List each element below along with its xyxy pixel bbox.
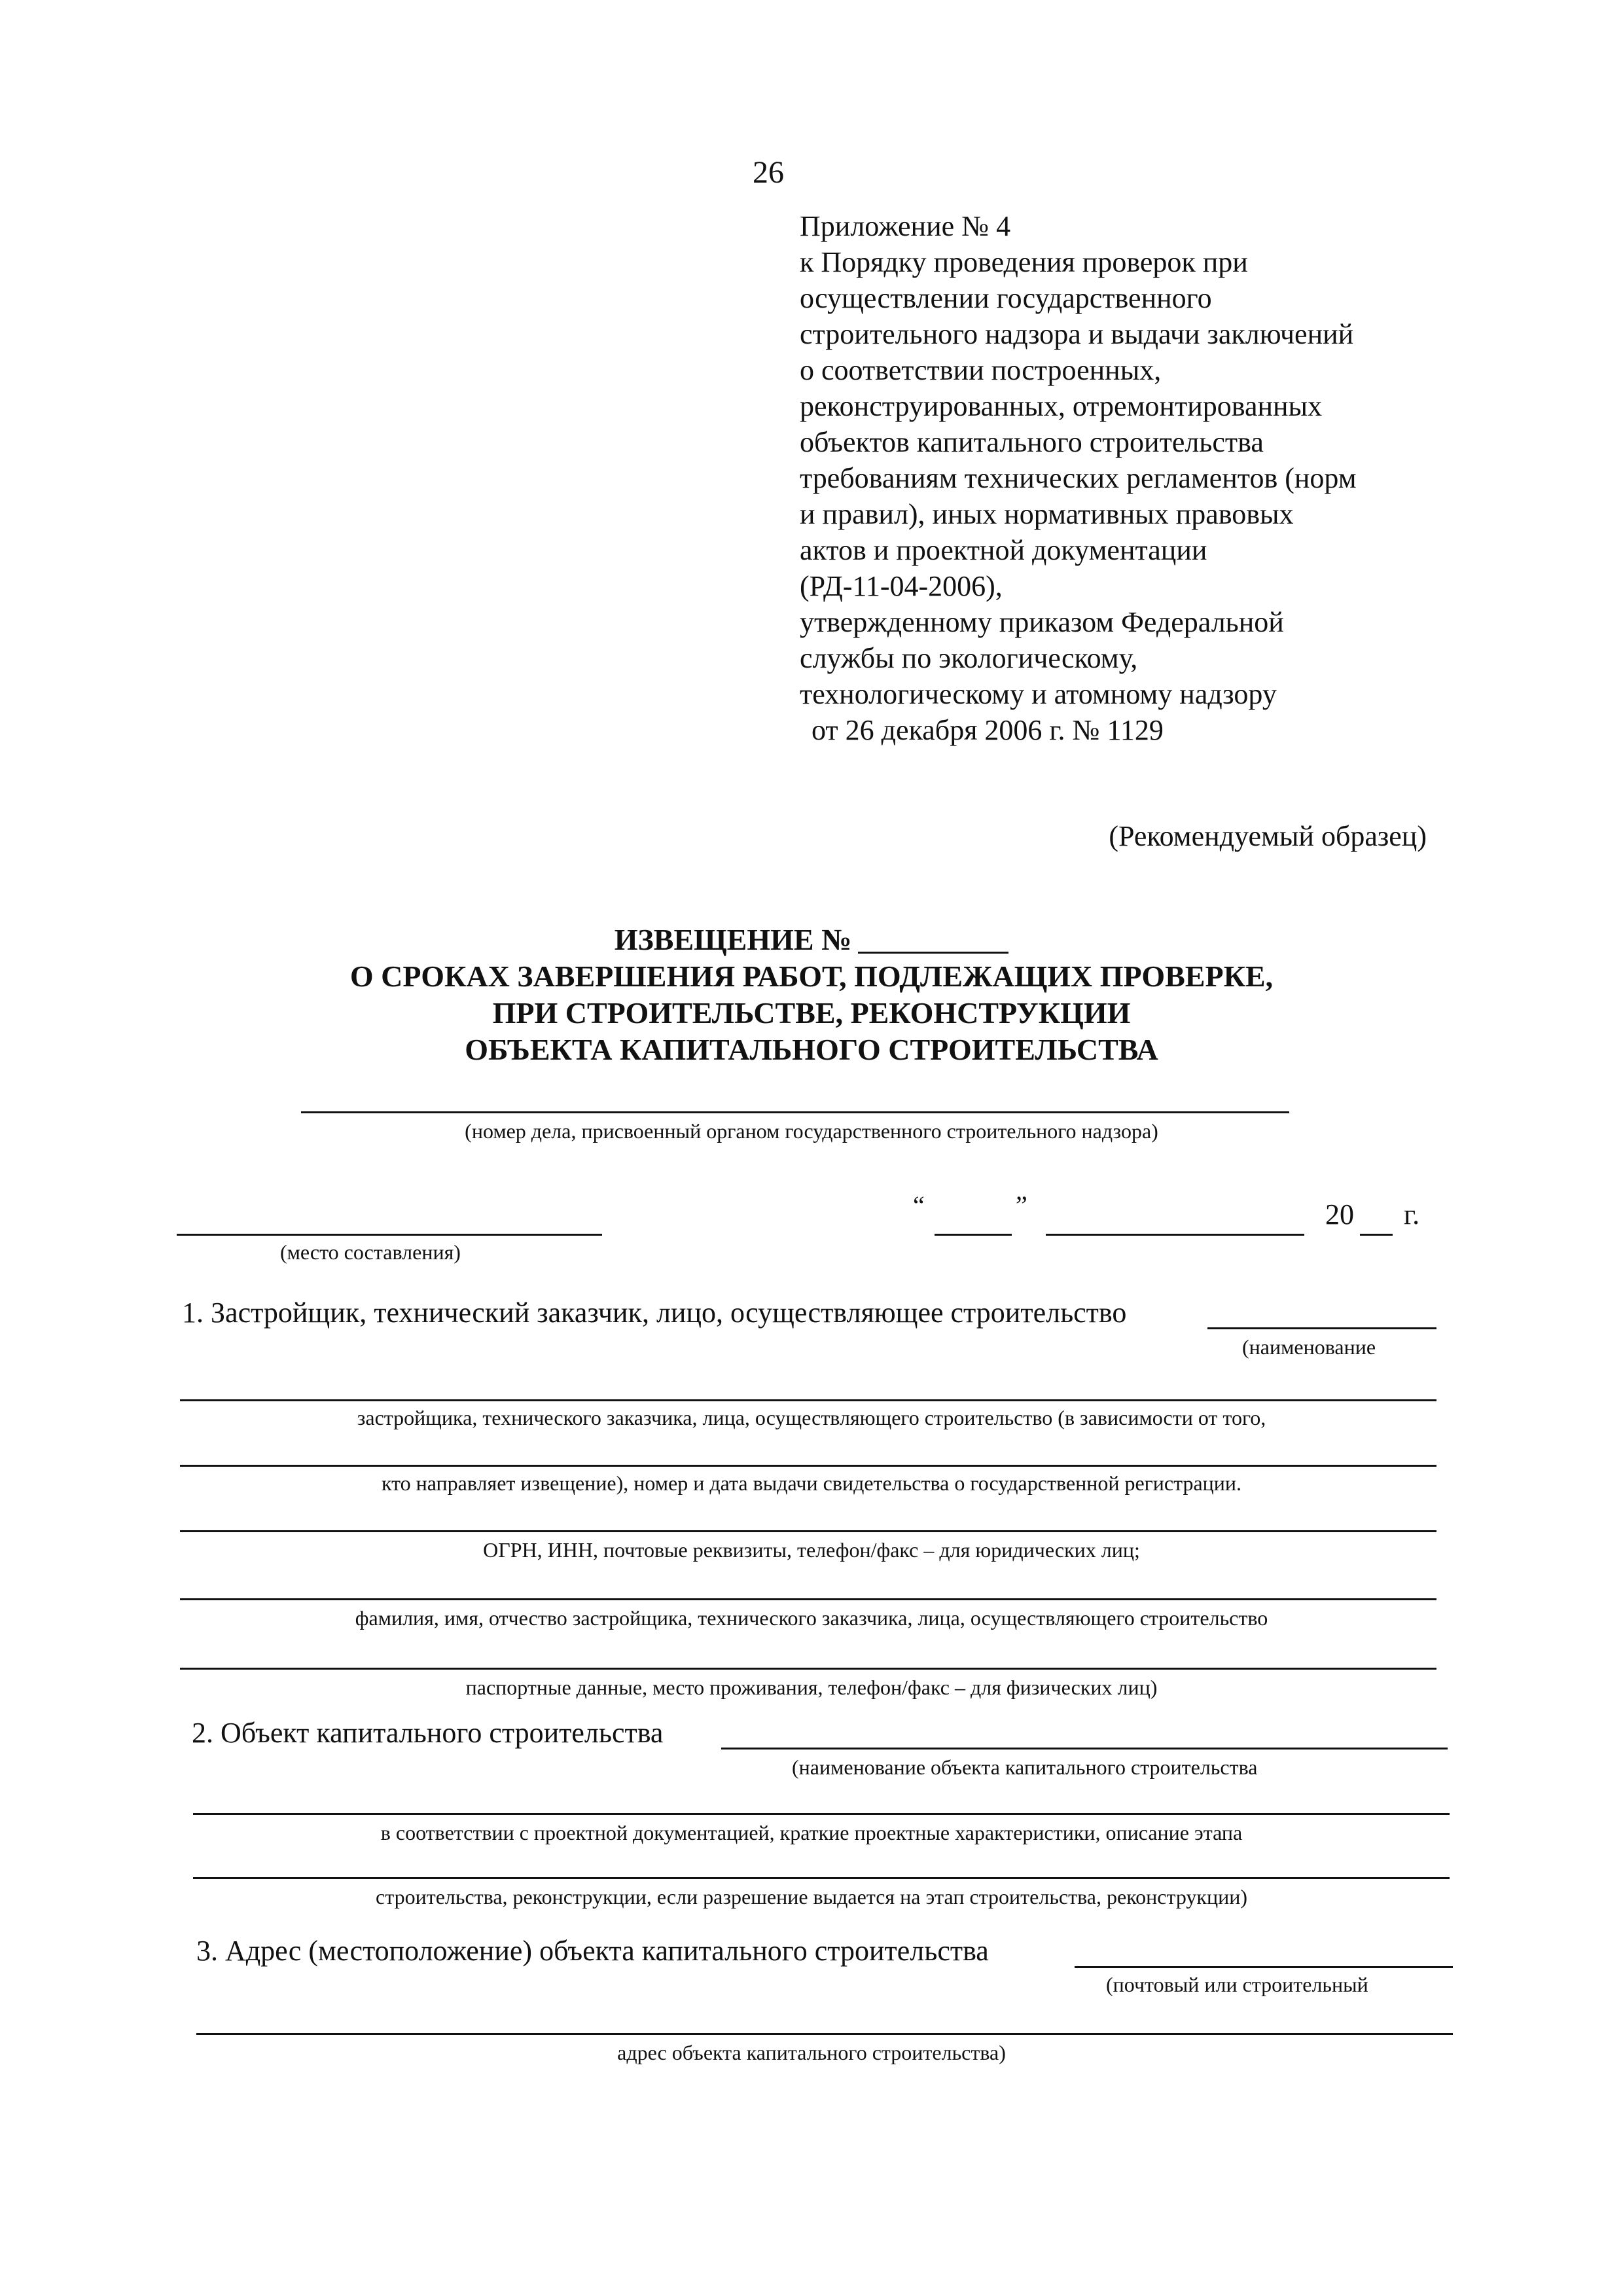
section1-label: 1. Застройщик, технический заказчик, лицо, осуществляющее строительство bbox=[182, 1297, 1127, 1329]
title-line-4: ОБЪЕКТА КАПИТАЛЬНОГО СТРОИТЕЛЬСТВА bbox=[465, 1033, 1158, 1066]
section2-label: 2. Объект капитального строительства bbox=[192, 1717, 664, 1749]
title-line-3: ПРИ СТРОИТЕЛЬСТВЕ, РЕКОНСТРУКЦИИ bbox=[492, 996, 1131, 1030]
section2-line[interactable] bbox=[193, 1813, 1450, 1815]
notice-number-blank[interactable] bbox=[858, 925, 1008, 954]
section1-hint: ОГРН, ИНН, почтовые реквизиты, телефон/факс – для юридических лиц; bbox=[483, 1538, 1140, 1562]
annex-line: и правил), иных нормативных правовых bbox=[800, 498, 1294, 530]
annex-line: о соответствии построенных, bbox=[800, 354, 1162, 386]
date-month-line[interactable] bbox=[1046, 1234, 1304, 1236]
sample-note: (Рекомендуемый образец) bbox=[1109, 820, 1427, 852]
annex-line: строительного надзора и выдачи заключений bbox=[800, 318, 1354, 350]
case-number-hint: (номер дела, присвоенный органом государственного строительного надзора) bbox=[465, 1119, 1158, 1143]
date-day-line[interactable] bbox=[935, 1234, 1012, 1236]
annex-header bbox=[800, 208, 1357, 748]
annex-line: технологическому и атомному надзору bbox=[800, 678, 1277, 710]
section1-line[interactable] bbox=[180, 1668, 1436, 1670]
title-line-1 bbox=[0, 922, 1623, 958]
date-year-suffix: г. bbox=[1404, 1198, 1420, 1230]
section1-line[interactable] bbox=[180, 1598, 1436, 1600]
place-hint: (место составления) bbox=[280, 1240, 461, 1264]
annex-line: к Порядку проведения проверок при bbox=[800, 246, 1248, 278]
annex-order-date: от 26 декабря 2006 г. № 1129 bbox=[812, 714, 1164, 746]
section1-name-line[interactable] bbox=[1207, 1327, 1436, 1329]
date-close-quote: ” bbox=[1016, 1191, 1027, 1220]
section3-address-line[interactable] bbox=[1075, 1966, 1453, 1968]
section3-line[interactable] bbox=[196, 2033, 1453, 2035]
document-title bbox=[0, 922, 1623, 1068]
date-open-quote: “ bbox=[913, 1191, 925, 1220]
section2-hint: (наименование объекта капитального строительства bbox=[792, 1755, 1258, 1779]
annex-line: утвержденному приказом Федеральной bbox=[800, 606, 1284, 638]
section1-hint: паспортные данные, место проживания, телефон/факс – для физических лиц) bbox=[465, 1676, 1158, 1699]
annex-line: актов и проектной документации bbox=[800, 534, 1207, 566]
section1-hint: фамилия, имя, отчество застройщика, технического заказчика, лица, осуществляющего строительство bbox=[355, 1606, 1268, 1630]
annex-line: службы по экологическому, bbox=[800, 642, 1138, 674]
annex-line: осуществлении государственного bbox=[800, 282, 1212, 314]
section3-hint: (почтовый или строительный bbox=[1106, 1973, 1368, 1996]
date-year-prefix: 20 bbox=[1325, 1198, 1354, 1230]
annex-line: реконструированных, отремонтированных bbox=[800, 390, 1323, 422]
section2-name-line[interactable] bbox=[721, 1748, 1448, 1749]
case-number-line[interactable] bbox=[301, 1111, 1289, 1113]
section2-line[interactable] bbox=[193, 1877, 1450, 1879]
annex-line: (РД-11-04-2006), bbox=[800, 570, 1003, 602]
title-notice-label: ИЗВЕЩЕНИЕ № bbox=[614, 923, 852, 956]
section3-hint: адрес объекта капитального строительства) bbox=[617, 2041, 1006, 2064]
section2-hint: строительства, реконструкции, если разрешение выдается на этап строительства, реконструкции) bbox=[376, 1885, 1247, 1909]
section1-hint: (наименование bbox=[1242, 1335, 1376, 1359]
annex-line: Приложение № 4 bbox=[800, 210, 1011, 242]
page-number: 26 bbox=[753, 155, 784, 190]
section1-hint: застройщика, технического заказчика, лица, осуществляющего строительство (в зависимости от того, bbox=[357, 1406, 1266, 1429]
title-line-2: О СРОКАХ ЗАВЕРШЕНИЯ РАБОТ, ПОДЛЕЖАЩИХ ПРОВЕРКЕ, bbox=[349, 960, 1274, 993]
annex-line: требованиям технических регламентов (норм bbox=[800, 462, 1357, 494]
section1-line[interactable] bbox=[180, 1465, 1436, 1467]
date-year-line[interactable] bbox=[1360, 1234, 1393, 1236]
section1-line[interactable] bbox=[180, 1399, 1436, 1401]
section1-hint: кто направляет извещение), номер и дата выдачи свидетельства о государственной регистрации. bbox=[381, 1471, 1242, 1495]
section3-label: 3. Адрес (местоположение) объекта капитального строительства bbox=[196, 1935, 989, 1967]
section2-hint: в соответствии с проектной документацией, краткие проектные характеристики, описание этапа bbox=[380, 1821, 1243, 1844]
annex-line: объектов капитального строительства bbox=[800, 426, 1264, 458]
section1-line[interactable] bbox=[180, 1530, 1436, 1532]
place-line[interactable] bbox=[177, 1234, 602, 1236]
